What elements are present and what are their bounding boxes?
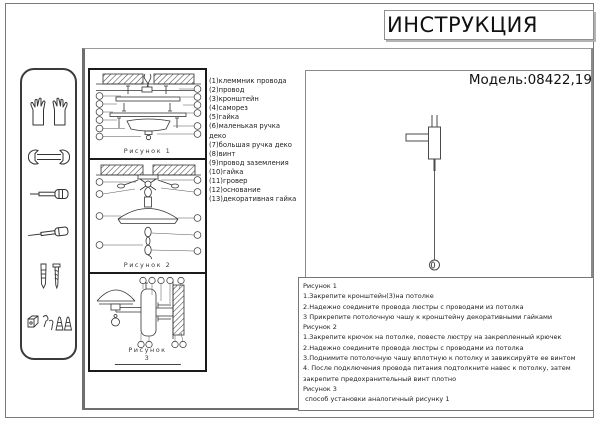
part-item: (7)большая ручка деко xyxy=(209,140,292,149)
figure1-caption: Рисунок 1 xyxy=(123,147,172,155)
part-item: (6)маленькая ручка деко xyxy=(209,122,281,140)
pendant-lamp-drawing xyxy=(396,113,476,275)
instruction-line: Рисунок 2 xyxy=(303,323,337,332)
ceiling-bracket-exploded-drawing xyxy=(91,71,206,147)
part-item: (12)основание xyxy=(209,186,261,195)
instruction-line: 2.Надежно соедините провода люстры с проводами из потолка xyxy=(303,343,524,352)
phillips-screwdriver-icon xyxy=(27,221,71,241)
fasteners-and-wire-nuts-icon xyxy=(26,311,72,333)
instruction-line: Рисунок 3 xyxy=(303,384,337,393)
figure-2 xyxy=(88,158,207,274)
hook-mount-chandelier-drawing xyxy=(91,161,206,259)
part-item: (8)винт xyxy=(209,149,236,158)
model-label: Модель:08422,19 xyxy=(468,72,592,88)
parts-list xyxy=(209,77,299,204)
tool-strip xyxy=(20,68,77,360)
instruction-line: 3 Прикрепите потолочную чашу к кронштейну декоративными гайками xyxy=(303,312,553,321)
instructions-box xyxy=(298,277,594,411)
figure-3 xyxy=(88,272,207,372)
part-item: (10)гайка xyxy=(209,167,244,176)
title-box xyxy=(384,10,594,40)
figure3-caption: Рисунок 3 xyxy=(114,346,180,365)
gloves-icon xyxy=(29,95,69,127)
figure-1 xyxy=(88,68,207,160)
anchor-and-screw-icon xyxy=(34,262,64,290)
part-item: (2)провод xyxy=(209,86,245,95)
instruction-line: Рисунок 1 xyxy=(303,282,337,290)
wrench-icon xyxy=(28,148,70,166)
part-item: (9)провод заземления xyxy=(209,158,289,167)
instruction-line: 2.Надежно соедините провода люстры с проводами из потолка xyxy=(303,302,524,311)
flat-screwdriver-icon xyxy=(28,187,70,201)
figure2-caption: Рисунок 2 xyxy=(123,261,172,269)
part-item: (11)гровер xyxy=(209,177,248,186)
instruction-line: 1.Закрепите крючок на потолке, повесте люстру на закрепленный крючек xyxy=(303,333,562,342)
instruction-line: 1.Закрепите кронштейн(3)на потолке xyxy=(303,292,434,301)
part-item: (4)саморез xyxy=(209,104,248,113)
instruction-line: способ установки аналогичный рисунку 1 xyxy=(303,395,450,404)
wall-sconce-mount-drawing xyxy=(91,275,206,357)
part-item: (5)гайка xyxy=(209,113,240,122)
instruction-line: 3.Поднимите потолочную чашу вплотную к потолку и завиксируйте ее винтом xyxy=(303,354,576,363)
instruction-line: 4. После подключения провода питания подтолкните навес к потолку, затем закрепите предохранительный винт плотно xyxy=(303,364,573,383)
part-item: (1)клеммник провода xyxy=(209,77,287,85)
right-panel xyxy=(305,70,593,410)
page-title: ИНСТРУКЦИЯ xyxy=(387,13,538,37)
figures-panel xyxy=(88,68,207,372)
part-item: (13)декоративная гайка xyxy=(209,195,297,204)
part-item: (3)кронштейн xyxy=(209,95,259,104)
